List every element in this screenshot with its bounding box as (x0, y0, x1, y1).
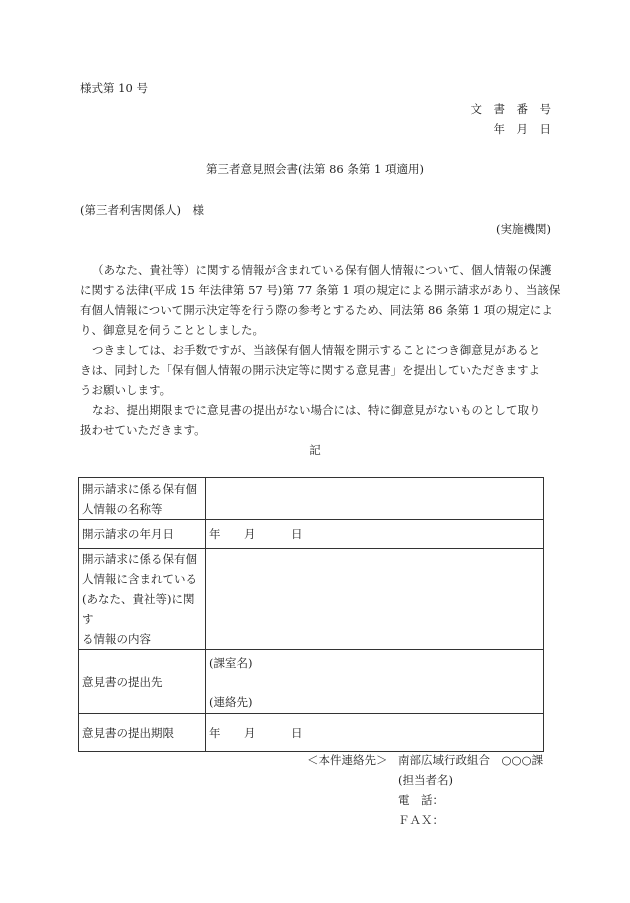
submission-destination-label: 意見書の提出先 (79, 650, 206, 714)
contact-fax: ＦＡＸ： (398, 813, 444, 827)
sender: (実施機関) (496, 222, 551, 236)
table-row (79, 520, 544, 549)
contact-heading: ＜本件連絡先＞ (307, 753, 388, 767)
contact-person: (担当者名) (398, 773, 453, 787)
body-line: 有個人情報について開示決定等を行う際の参考とするため、同法第 86 条第 1 項の規定によ (80, 303, 553, 317)
body-line: （あなた、貴社等）に関する情報が含まれている保有個人情報について、個人情報の保護 (92, 263, 552, 277)
document-number: 文 書 番 号 (470, 102, 551, 116)
submission-deadline-value: 年 月 日 (206, 714, 544, 752)
submission-deadline-label: 意見書の提出期限 (79, 714, 206, 752)
body-line: つきましては、お手数ですが、当該保有個人情報を開示することにつき御意見があると (92, 343, 541, 357)
request-date-value: 年 月 日 (206, 520, 544, 549)
dept-field: (課室名) (209, 656, 253, 670)
body-line: に関する法律(平成 15 年法律第 57 号)第 77 条第 1 項の規定による開示請求があり、当該保 (80, 283, 561, 297)
contact-field: (連絡先) (209, 695, 253, 709)
form-number: 様式第 10 号 (80, 81, 148, 95)
body-line: なお、提出期限までに意見書の提出がない場合には、特に御意見がないものとして取り (92, 403, 541, 417)
issue-date: 年 月 日 (493, 122, 551, 136)
document-title: 第三者意見照会書(法第 86 条第 1 項適用) (205, 162, 425, 176)
request-info-name-value (206, 478, 544, 520)
body-line: 扱わせていただきます。 (80, 423, 206, 437)
info-table (78, 477, 544, 752)
contact-organization: 南部広域行政組合 ○○○課 (398, 753, 544, 767)
submission-destination-value (206, 650, 544, 714)
request-info-name-label: 開示請求に係る保有個 人情報の名称等 (79, 478, 206, 520)
table-row (79, 714, 544, 752)
contact-telephone: 電 話： (398, 793, 444, 807)
table-row (79, 478, 544, 520)
ki-heading: 記 (309, 443, 321, 457)
related-info-label: 開示請求に係る保有個 人情報に含まれている (あなた、貴社等)に関す る情報の内容 (79, 549, 206, 650)
addressee: (第三者利害関係人) 様 (80, 203, 204, 217)
table-row (79, 650, 544, 714)
body-line: り、御意見を伺うこととしました。 (80, 323, 264, 337)
table-row (79, 549, 544, 650)
body-line: きは、同封した「保有個人情報の開示決定等に関する意見書」を提出していただきますよ (80, 363, 540, 377)
related-info-value (206, 549, 544, 650)
body-line: うお願いします。 (80, 383, 172, 397)
request-date-label: 開示請求の年月日 (79, 520, 206, 549)
